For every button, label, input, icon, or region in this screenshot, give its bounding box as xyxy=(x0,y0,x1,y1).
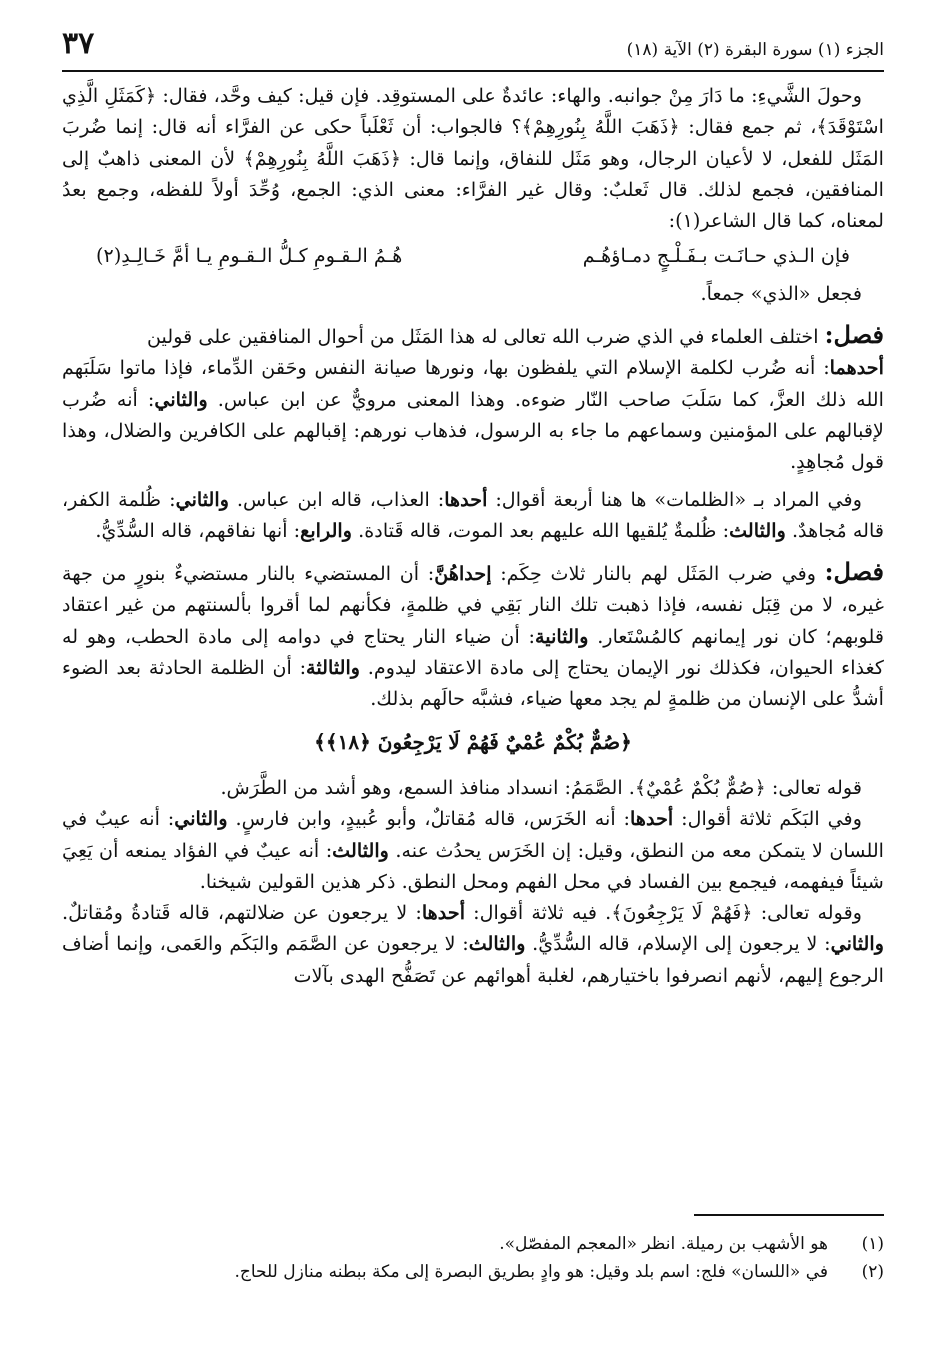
footnote-2 xyxy=(62,1258,884,1286)
paragraph-fasl-1: فصل: اختلف العلماء في الذي ضرب الله تعالى له هذا المَثَل من أحوال المنافقين على قولين xyxy=(146,320,884,350)
running-title: الجزء (١) سورة البقرة (٢) الآية (١٨) xyxy=(626,40,884,60)
paragraph-jamaa: فجعل «الذي» جمعاً. xyxy=(700,281,862,305)
paragraph-first-opinion: أحدهما: أنه ضُرب لكلمة الإسلام التي يلفظون بها، ونورها صيانة النفس وحَقن الدِّماء، فإذا ماتوا سَلَبَهم الله ذلك العزَّ، كما سَلَبَ صاحب النّار ضوءه. وهذا المعنى مرويٌّ عن ابن عباس. والثاني: أنه ضُرب لإقبالهم على المؤمنين وسماعهم ما جاء به الرسول، فذهاب نورهم: إقبالهم على الكافرين والضلال، وهذا قول مُجاهِدٍ. xyxy=(62,356,884,474)
footnote-text: هو الأشهب بن رميلة. انظر «المعجم المفصّل». xyxy=(499,1234,828,1254)
footnote-number: (٢) xyxy=(861,1262,884,1282)
footnotes xyxy=(62,1230,884,1286)
footnote-text: في «اللسان» فلج: اسم بلد وقيل: هو وادٍ بطريق البصرة إلى مكة ببطنه منازل للحاج. xyxy=(234,1262,828,1282)
footnote-divider xyxy=(694,1214,884,1216)
footnote-1 xyxy=(62,1230,884,1258)
paragraph-la-yarjiun: وقوله تعالى: ﴿فَهُمْ لَا يَرْجِعُونَ﴾. فيه ثلاثة أقوال: أحدها: لا يرجعون عن ضلالتهم، قاله قَتادةُ ومُقاتلٌ. والثاني: لا يرجعون إلى الإسلام، قاله السُّدِّيُّ. والثالث: لا يرجعون عن الصَّمَم والبَكَم والعَمى، وإنما أضاف الرجوع إليهم، لأنهم انصرفوا باختيارهم، لغلبة أهوائهم عن تَصَفُّح الهدى بآلات xyxy=(62,901,884,987)
page-number: ٣٧ xyxy=(62,26,95,61)
verse-second-hemistich: هُـمُ الـقـومِ كـلُّ الـقـومِ يـا أمَّ خَـالِـدِ(٢) xyxy=(96,244,403,268)
poetry-verse xyxy=(62,240,884,271)
paragraph-bakam: وفي البَكَم ثلاثة أقوال: أحدها: أنه الخَرَس، قاله مُقاتلٌ، وأبو عُبيدٍ، وابن فارسٍ. والثاني: أنه عيبٌ في اللسان لا يتمكن معه من النطق، وقيل: إن الخَرَس يحدُث عنه. والثالث: أنه عيبٌ في الفؤاد يمنعه أن يَعِيَ شيئاً فيفهمه، فيجمع بين الفساد في محل الفهم ومحل النطق. ذكر هذين القولين شيخنا. xyxy=(62,807,885,893)
paragraph-hawl: وحولَ الشَّيءِ: ما دَارَ مِنْ جوانبه. والهاء: عائدةٌ على المستوقِد. فإن قيل: كيف وحَّد، فقال: ﴿كَمَثَلِ الَّذِي اسْتَوْقَدَ﴾، ثم جمع فقال: ﴿ذَهَبَ اللَّهُ بِنُورِهِمْ﴾؟ فالجواب: أن ثَعْلَباً حكى عن الفرَّاء أنه قال: إنما ضُربَ المَثَل للفعل، لا لأعيان الرجال، وهو مَثَل للنفاق، وإنما قال: ﴿ذَهَبَ اللَّهُ بِنُورِهِمْ﴾ لأن المعنى ذاهبٌ إلى المنافقين، فجمع لذلك. قال ثَعلبٌ: وقال غير الفرَّاء: معنى الذي: الجمع، وُحِّدَ أولاً للفظه، وجمع بعدُ لمعناه، كما قال الشاعر(١): xyxy=(62,84,884,233)
section-marker: فصل: xyxy=(824,320,884,350)
book-page xyxy=(62,26,884,1346)
section-marker: فصل: xyxy=(824,557,884,587)
paragraph-zulumat: وفي المراد بـ «الظلمات» ها هنا أربعة أقوال: أحدها: العذاب، قاله ابن عباس. والثاني: ظُلمة الكفر، قاله مُجاهدٌ. والثالث: ظُلمةٌ يُلقيها الله عليهم بعد الموت، قاله قَتادة. والرابع: أنها نفاقهم، قاله السُّدِّيُّ. xyxy=(62,487,884,542)
page-header xyxy=(62,26,884,72)
quran-verse-18: ﴿صُمٌّ بُكْمٌ عُمْيٌ فَهُمْ لَا يَرْجِعُونَ ﴿١٨﴾﴾ xyxy=(314,729,632,754)
verse-first-hemistich: فإن الـذي حـانَـت بـفَـلْـجٍ دمـاؤهُـم xyxy=(582,244,850,268)
paragraph-fasl-2: فصل: وفي ضرب المَثَل لهم بالنار ثلاث حِكَم: إحداهُنَّ: أن المستضيء بالنار مستضيءٌ بنورٍ من جهة غيره، لا من قِبَل نفسه، فإذا ذهبت تلك النار بَقِي في ظلمةٍ، فكأنهم لما أقروا بألسنتهم من غير اعتقاد قلوبهم؛ كان نور إيمانهم كالمُسْتَعار. والثانية: أن ضياء النار يحتاج في دوامه إلى مادة الحطب، وهو له كغذاء الحيوان، فكذلك نور الإيمان يحتاج إلى مادة الاعتقاد ليدوم. والثالثة: أن الظلمة الحادثة بعد الضوء أشدُّ على الإنسان من ظلمةٍ لم يجد معها ضياء، فشبَّه حالَهم بذلك. xyxy=(62,557,884,711)
page-body xyxy=(62,80,884,991)
footnote-number: (١) xyxy=(861,1234,884,1254)
paragraph-samam: قوله تعالى: ﴿صُمٌّ بُكْمٌ عُمْيٌ﴾. الصَّمَمُ: انسداد منافذ السمع، وهو أشد من الطَّرَش. xyxy=(220,775,862,799)
